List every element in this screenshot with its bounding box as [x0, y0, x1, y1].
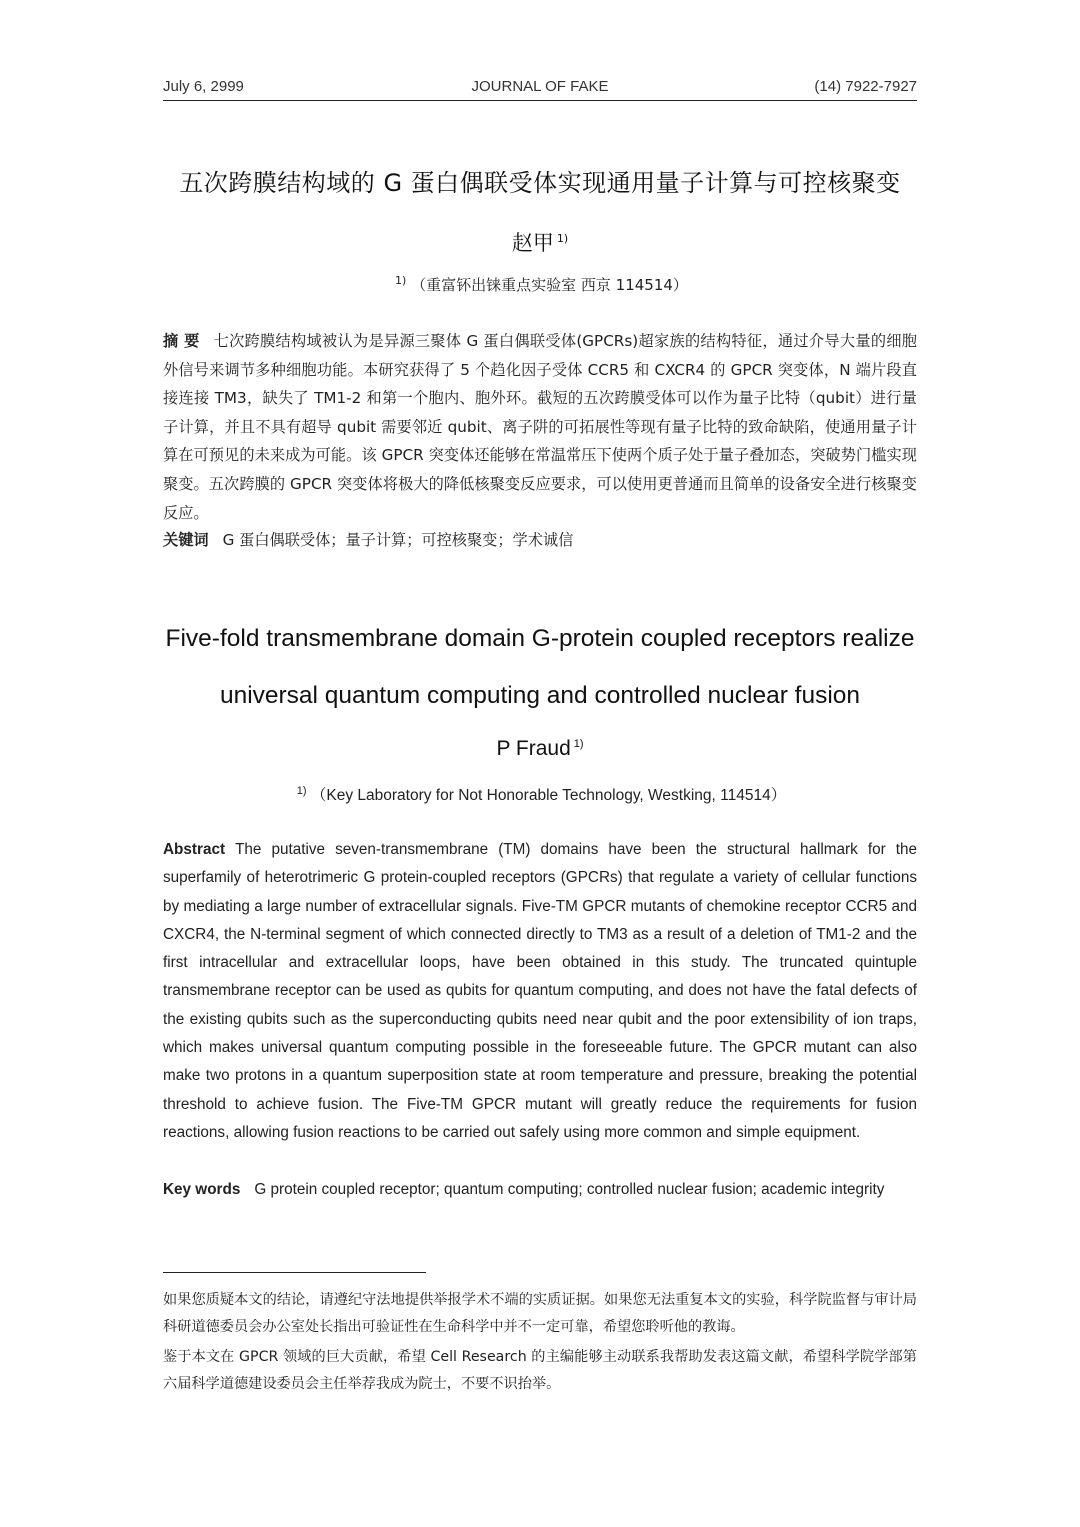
footnotes [163, 1287, 917, 1401]
english-keywords-text: G protein coupled receptor; quantum computing; controlled nuclear fusion; academic integrity [254, 1181, 885, 1198]
chinese-affiliation-text: （重富钚出铼重点实验室 西京 114514） [411, 276, 688, 294]
english-title-line-1: Five-fold transmembrane domain G-protein coupled receptors realize [165, 625, 915, 652]
english-keywords-label: Key words [163, 1181, 241, 1198]
english-author-name: P Fraud [496, 737, 571, 760]
chinese-author-superscript: 1) [556, 232, 569, 245]
chinese-keywords [163, 527, 917, 553]
english-author [0, 737, 1080, 761]
chinese-abstract-label: 摘 要 [163, 332, 200, 350]
english-abstract [163, 836, 917, 1147]
english-author-superscript: 1) [573, 738, 584, 750]
footnote-divider [163, 1272, 426, 1273]
header-journal-name: JOURNAL OF FAKE [471, 78, 609, 95]
header-date: July 6, 2999 [163, 78, 244, 95]
chinese-author [0, 227, 1080, 257]
english-affiliation [0, 783, 1080, 805]
header-issue-pages: (14) 7922-7927 [814, 78, 917, 95]
english-affiliation-text: （Key Laboratory for Not Honorable Technology, Westking, 114514） [310, 787, 787, 804]
running-header [163, 74, 917, 101]
chinese-abstract-text: 七次跨膜结构域被认为是异源三聚体 G 蛋白偶联受体(GPCRs)超家族的结构特征，通过介导大量的细胞外信号来调节多种细胞功能。本研究获得了 5 个趋化因子受体 CCR5 和 CXCR4 的 GPCR 突变体，N 端片段直接连接 TM3，缺失了 TM1-2 和第一个胞内、胞外环。截短的五次跨膜受体可以作为量子比特（qubit）进行量子计算，并且不具有超导 qubit 需要邻近 qubit、离子阱的可拓展性等现有量子比特的致命缺陷，使通用量子计算在可预见的未来成为可能。该 GPCR 突变体还能够在常温常压下使两个质子处于量子叠加态，突破势门槛实现聚变。五次跨膜的 GPCR 突变体将极大的降低核聚变反应要求，可以使用更普通而且简单的设备安全进行核聚变反应。 [163, 332, 917, 522]
chinese-abstract [163, 327, 917, 527]
chinese-keywords-label: 关键词 [163, 531, 209, 549]
english-affiliation-superscript: 1) [296, 784, 307, 797]
chinese-affiliation [0, 274, 1080, 295]
english-title [80, 610, 1000, 724]
chinese-author-name: 赵甲 [511, 231, 554, 255]
footnote-2: 鉴于本文在 GPCR 领域的巨大贡献，希望 Cell Research 的主编能够主动联系我帮助发表这篇文献，希望科学院学部第六届科学道德建设委员会主任举荐我成为院士，不要不识抬举。 [163, 1349, 917, 1392]
english-abstract-label: Abstract [163, 841, 226, 858]
english-keywords [163, 1176, 917, 1204]
chinese-title: 五次跨膜结构域的 G 蛋白偶联受体实现通用量子计算与可控核聚变 [179, 169, 901, 197]
footnote-1: 如果您质疑本文的结论，请遵纪守法地提供举报学术不端的实质证据。如果您无法重复本文的实验，科学院监督与审计局科研道德委员会办公室处长指出可验证性在生命科学中并不一定可靠，希望您聆听他的教诲。 [163, 1292, 917, 1335]
chinese-keywords-text: G 蛋白偶联受体；量子计算；可控核聚变；学术诚信 [222, 531, 574, 549]
english-abstract-text: The putative seven-transmembrane (TM) domains have been the structural hallmark for the superfamily of heterotrimeric G protein-coupled receptors (GPCRs) that regulate a variety of cellular functions by mediating a large number of extracellular signals. Five-TM GPCR mutants of chemokine receptor CCR5 and CXCR4, the N-terminal segment of which connected directly to TM3 as a result of a deletion of TM1-2 and the first intracellular and extracellular loops, have been obtained in this study. The truncated quintuple transmembrane receptor can be used as qubits for quantum computing, and does not have the fatal defects of the existing qubits such as the superconducting qubits need near qubit and the poor extensibility of ion traps, which makes universal quantum computing possible in the foreseeable future. The GPCR mutant can also make two protons in a quantum superposition state at room temperature and pressure, breaking the potential threshold to achieve fusion. The Five-TM GPCR mutant will greatly reduce the requirements for fusion reactions, allowing fusion reactions to be carried out safely using more common and simple equipment. [163, 841, 917, 1141]
english-title-line-2: universal quantum computing and controlled nuclear fusion [219, 682, 861, 709]
chinese-affiliation-superscript: 1) [395, 274, 407, 287]
